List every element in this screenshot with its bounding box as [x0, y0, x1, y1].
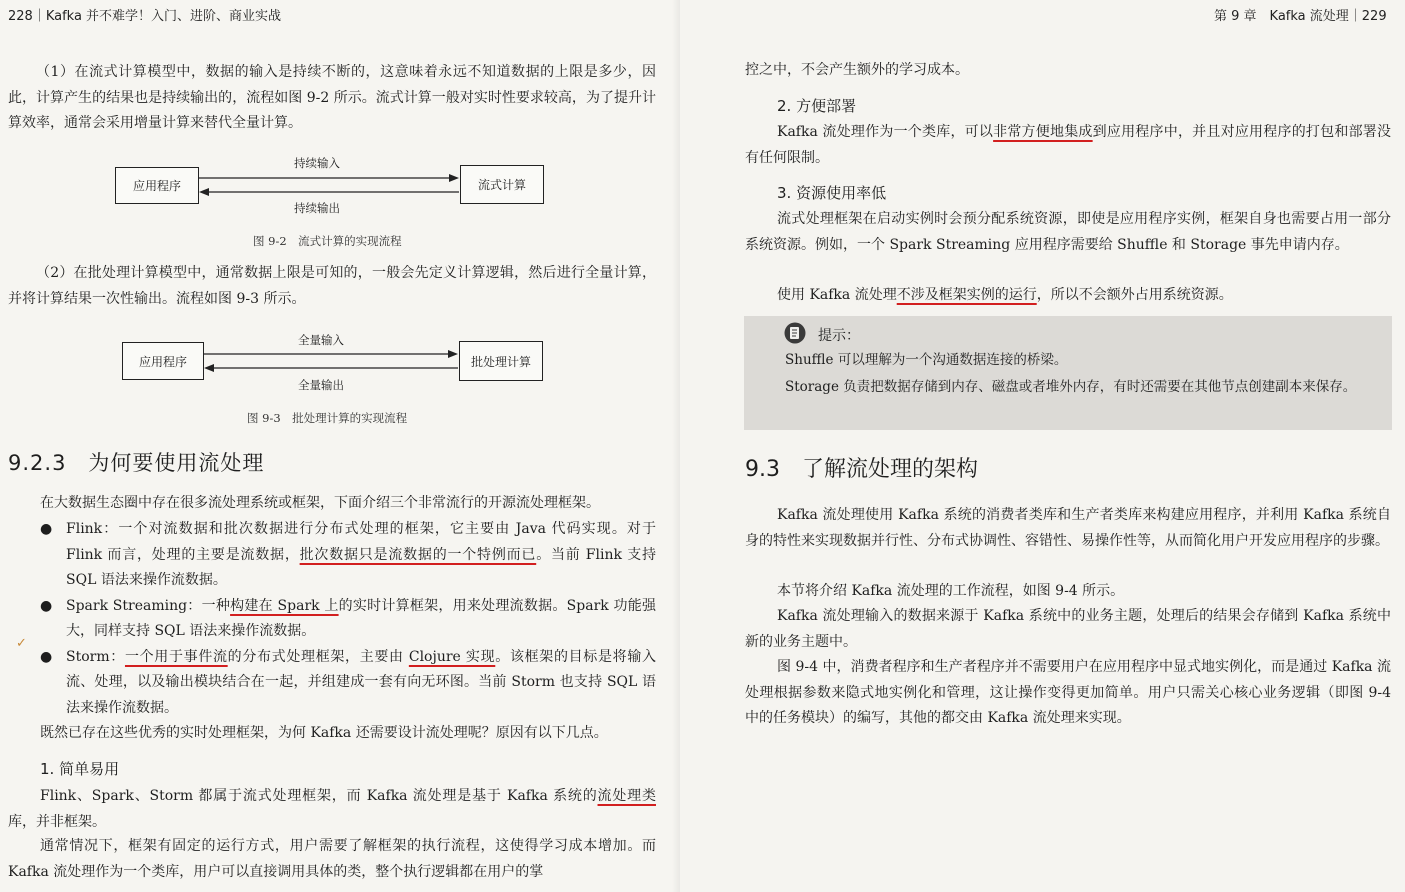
paragraph-easy-1: Flink、Spark、Storm 都属于流式处理框架，而 Kafka 流处理是基于 Kafka 系统的流处理类库，并非框架。 [8, 788, 656, 830]
fig2-output-label: 持续输出 [294, 201, 340, 215]
subsection-easy-to-use: 1. 简单易用 [40, 760, 120, 778]
list-item-spark: ● Spark Streaming：一种构建在 Spark 上的实时计算框架，用来处理流数据。Spark 功能强大，同样支持 SQL 语法来操作流数据。 [40, 594, 656, 645]
subsection-easy-deploy: 2. 方便部署 [777, 97, 857, 115]
list-item-storm: ● Storm：一个用于事件流的分布式处理框架，主要由 Clojure 实现。该框架的目标是将输入流、处理，以及输出模块结合在一起，并组建成一套有向无环图。当前 Storm 也支持 SQL 语法来操作流数据。 [40, 645, 656, 722]
arrow-right-icon [448, 350, 458, 358]
paragraph-batch-model: （2）在批处理计算模型中，通常数据上限是可知的，一般会先定义计算逻辑，然后进行全量计算，并将计算结果一次性输出。流程如图 9-3 所示。 [8, 265, 656, 307]
underline-storm-clojure: Clojure 实现 [408, 648, 496, 665]
paragraph-arch-1: Kafka 流处理使用 Kafka 系统的消费者类库和生产者类库来构建应用程序，并利用 Kafka 系统自身的特性来实现数据并行性、分布式协调性、容错性、易操作性等，从而简化用户开发应用程序的步骤。 [745, 507, 1391, 549]
underline-spark: 构建在 Spark 上 [230, 597, 339, 614]
paragraph-resource-2: 使用 Kafka 流处理不涉及框架实例的运行，所以不会额外占用系统资源。 [777, 287, 1233, 303]
notepad-icon [784, 322, 806, 344]
paragraph-resource-1: 流式处理框架在启动实例时会预分配系统资源，即使是应用程序实例，框架自身也需要占用一部分系统资源。例如，一个 Spark Streaming 应用程序需要给 Shuffle 和 Storage 事先申请内存。 [745, 211, 1391, 253]
fig3-input-label: 全量输入 [298, 333, 344, 347]
paragraph-stream-model: （1）在流式计算模型中，数据的输入是持续不断的，这意味着永远不知道数据的上限是多少，因此，计算产生的结果也是持续输出的，流程如图 9-2 所示。流式计算一般对实时性要求较高，为了提升计算效率，通常会采用增量计算来替代全量计算。 [8, 64, 656, 131]
paragraph-arch-2: 本节将介绍 Kafka 流处理的工作流程，如图 9-4 所示。 [777, 583, 1125, 599]
framework-list [40, 517, 656, 721]
list-item-flink: ● Flink：一个对流数据和批次数据进行分布式处理的框架，它主要由 Java 代码实现。对于 Flink 而言，处理的主要是流数据，批次数据只是流数据的一个特例而已。当前 Flink 支持 SQL 语法来操作流数据。 [40, 517, 656, 594]
paragraph-deploy: Kafka 流处理作为一个类库，可以非常方便地集成到应用程序中，并且对应用程序的打包和部署没有任何限制。 [745, 124, 1391, 166]
section-title-9-2-3: 9.2.3 为何要使用流处理 [8, 451, 265, 475]
fig3-arrows [202, 344, 460, 378]
fig3-batch-box: 批处理计算 [459, 341, 543, 381]
right-page [680, 0, 1405, 892]
arrow-left-icon [204, 364, 214, 372]
tip-box [744, 316, 1392, 430]
tip-line-shuffle: Shuffle 可以理解为一个沟通数据连接的桥梁。 [785, 352, 1068, 368]
section-title-9-3: 9.3 了解流处理的架构 [745, 457, 978, 482]
bullet-dot-icon: ● [40, 597, 53, 614]
paragraph-question: 既然已存在这些优秀的实时处理框架，为何 Kafka 还需要设计流处理呢？原因有以下几点。 [40, 725, 608, 741]
tip-line-storage: Storage 负责把数据存储到内存、磁盘或者堆外内存，有时还需要在其他节点创建副本来保存。 [785, 379, 1357, 395]
underline-stream-lib: 流处理类 [597, 788, 656, 804]
fig3-output-label: 全量输出 [298, 378, 344, 392]
arrow-left-icon [199, 188, 209, 196]
fig2-arrows [197, 168, 461, 202]
fig2-input-label: 持续输入 [294, 156, 340, 170]
fig2-caption: 图 9-2 流式计算的实现流程 [253, 234, 402, 248]
arrow-right-icon [449, 174, 459, 182]
subsection-low-resource: 3. 资源使用率低 [777, 184, 887, 202]
underline-flink: 批次数据只是流数据的一个特例而已 [299, 546, 537, 563]
bullet-dot-icon: ● [40, 648, 53, 665]
bullet-dot-icon: ● [40, 521, 53, 537]
left-page [0, 0, 680, 892]
tip-title: 提示： [818, 328, 860, 344]
paragraph-easy-2: 通常情况下，框架有固定的运行方式，用户需要了解框架的执行流程，这使得学习成本增加。而 Kafka 流处理作为一个类库，用户可以直接调用具体的类，整个执行逻辑都在用户的掌 [8, 838, 656, 880]
fig3-caption: 图 9-3 批处理计算的实现流程 [247, 411, 408, 425]
underline-no-instance: 不涉及框架实例的运行 [896, 287, 1037, 303]
pen-mark: ✓ [16, 636, 27, 651]
page-header-right: 第 9 章 Kafka 流处理｜229 [1214, 9, 1387, 24]
paragraph-arch-3: Kafka 流处理输入的数据来源于 Kafka 系统中的业务主题，处理后的结果会存储到 Kafka 系统中新的业务主题中。 [745, 608, 1391, 650]
fig2-stream-box: 流式计算 [460, 165, 544, 204]
underline-integrate: 非常方便地集成 [993, 124, 1093, 140]
fig2-app-box: 应用程序 [115, 167, 199, 204]
paragraph-arch-4: 图 9-4 中，消费者程序和生产者程序并不需要用户在应用程序中显式地实例化，而是通过 Kafka 流处理根据参数来隐式地实例化和管理，这让操作变得更加简单。用户只需关心核心业务逻辑（即图 9-4 中的任务模块）的编写，其他的都交由 Kafka 流处理来实现。 [745, 659, 1391, 726]
fig3-app-box: 应用程序 [122, 342, 204, 380]
paragraph-intro: 在大数据生态圈中存在很多流处理系统或框架，下面介绍三个非常流行的开源流处理框架。 [40, 495, 600, 511]
paragraph-continuation: 控之中，不会产生额外的学习成本。 [745, 62, 969, 78]
page-header-left: 228｜Kafka 并不难学！入门、进阶、商业实战 [8, 9, 282, 24]
underline-storm-event: 一个用于事件流 [124, 648, 228, 665]
